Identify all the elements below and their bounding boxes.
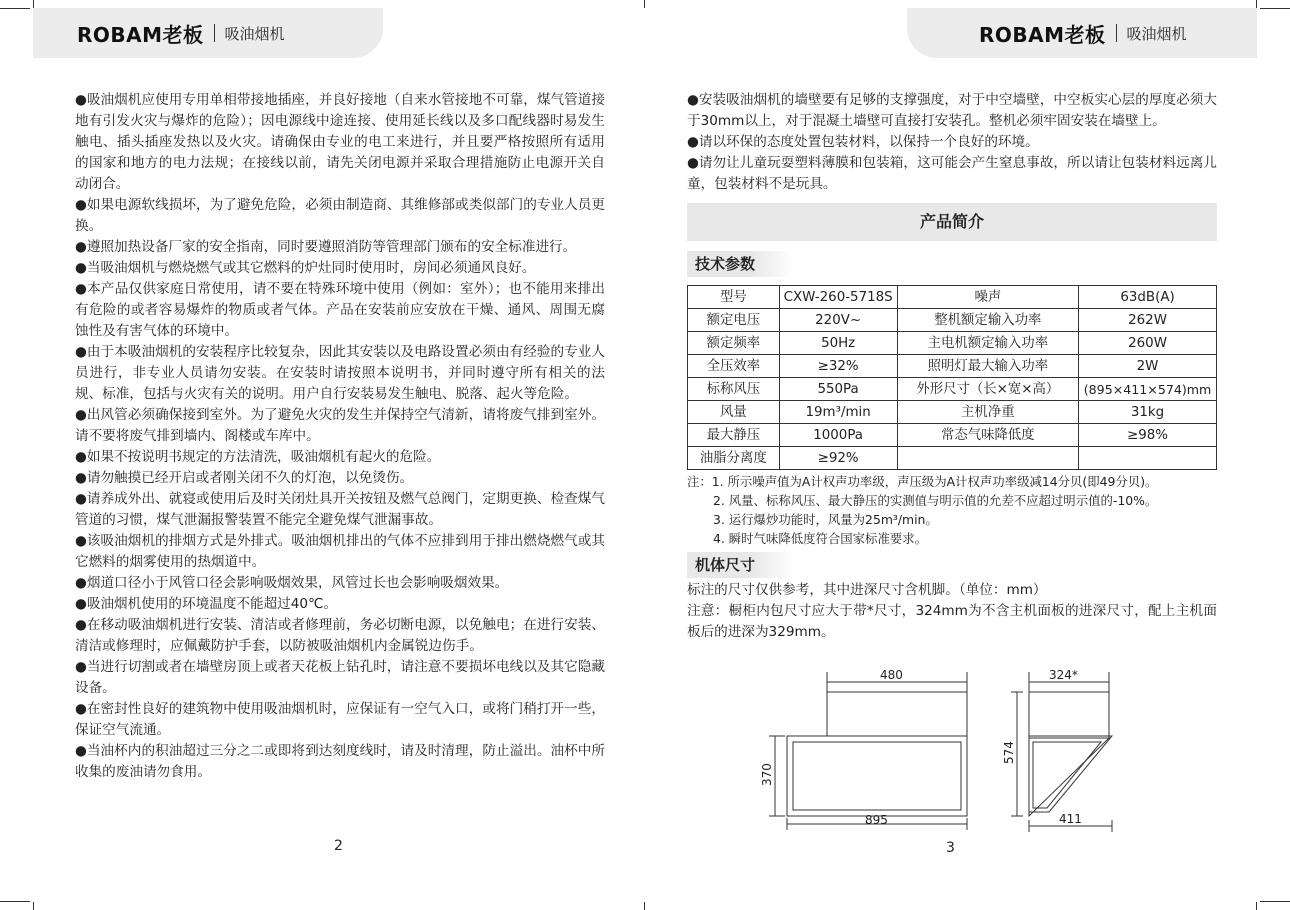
spec-value: 2W (1079, 355, 1217, 378)
table-row (688, 332, 1217, 355)
page-fold-mark (644, 902, 645, 910)
side-panel (1033, 742, 1101, 808)
table-row (688, 378, 1217, 401)
dimension-drawing-svg (687, 660, 1217, 840)
dim-side-height: 574 (1002, 741, 1016, 764)
spec-value: 63dB(A) (1079, 286, 1217, 309)
spec-label: 油脂分离度 (688, 447, 780, 470)
brand-logo: ROBAM老板 (979, 22, 1106, 47)
crop-mark (1260, 901, 1290, 902)
spec-value: 19m³/min (779, 401, 897, 424)
table-row (688, 424, 1217, 447)
spec-notes (687, 472, 1217, 548)
side-view-drawing (1011, 672, 1112, 832)
spec-value: ≥92% (779, 447, 897, 470)
spec-value (1079, 447, 1217, 470)
front-view-drawing (769, 672, 967, 830)
table-row (688, 401, 1217, 424)
spec-label: 整机额定输入功率 (897, 309, 1079, 332)
safety-paragraph: ●在移动吸油烟机进行安装、清洁或者修理前，务必切断电源，以免触电；在进行安装、清洁或修理时，应佩戴防护手套，以防被吸油烟机内金属锐边伤手。 (75, 617, 605, 654)
table-row (688, 355, 1217, 378)
page-fold-mark (644, 0, 645, 8)
crop-mark (33, 902, 34, 910)
brand (979, 19, 1187, 48)
install-paragraph: ●请以环保的态度处置包装材料，以保持一个良好的环境。 (687, 134, 1039, 150)
safety-paragraph: ●当进行切割或者在墙壁房顶上或者天花板上钻孔时，请注意不要损坏电线以及其它隐藏设备。 (75, 659, 605, 696)
spec-label: 型号 (688, 286, 780, 309)
safety-paragraph: ●当吸油烟机与燃烧燃气或其它燃料的炉灶同时使用时，房间必须通风良好。 (75, 260, 536, 276)
spec-value: 550Pa (779, 378, 897, 401)
spec-label: 标称风压 (688, 378, 780, 401)
spec-value: (895×411×574)mm (1079, 378, 1217, 401)
header-divider (1116, 24, 1117, 42)
spec-value: CXW-260-5718S (779, 286, 897, 309)
spec-label: 额定电压 (688, 309, 780, 332)
safety-paragraph: ●出风管必须确保接到室外。为了避免火灾的发生并保持空气清新，请将废气排到室外。请不要将废气排到墙内、阁楼或车库中。 (75, 407, 605, 444)
spec-note: 4. 瞬时气味降低度符合国家标准要求。 (713, 531, 928, 546)
crop-mark (0, 901, 30, 902)
spec-label: 常态气味降低度 (897, 424, 1079, 447)
safety-paragraph: ●由于本吸油烟机的安装程序比较复杂，因此其安装以及电路设置必须由有经验的专业人员进行，非专业人员请勿安装。在安装时请按照本说明书，并同时遵守所有相关的法规、标准，包括与火灾有关的说明。用户自行安装易发生触电、脱落、起火等危险。 (75, 344, 605, 402)
page-header-left (33, 8, 383, 58)
table-row (688, 309, 1217, 332)
safety-paragraph: ●吸油烟机应使用专用单相带接地插座，并良好接地（自来水管接地不可靠，煤气管道接地有引发火灾与爆炸的危险）；因电源线中途连接、使用延长线以及多口配线器时易发生触电、插头插座发热以及火灾。请确保由专业的电工来进行，并且要严格按照所有适用的国家和地方的电力法规；在接线以前，请先关闭电源并采取合理措施防止电源开关自动闭合。 (75, 92, 605, 192)
safety-paragraph: ●该吸油烟机的排烟方式是外排式。吸油烟机排出的气体不应排到用于排出燃烧燃气或其它燃料的烟雾使用的热烟道中。 (75, 533, 605, 570)
safety-paragraph: ●遵照加热设备厂家的安全指南，同时要遵照消防等管理部门颁布的安全标准进行。 (75, 239, 577, 255)
safety-paragraph: ●吸油烟机使用的环境温度不能超过40℃。 (75, 596, 337, 612)
safety-paragraph: ●当油杯内的积油超过三分之二或即将到达刻度线时，请及时清理，防止溢出。油杯中所收集的废油请勿食用。 (75, 743, 605, 780)
spec-label: 噪声 (897, 286, 1079, 309)
safety-paragraph: ●如果不按说明书规定的方法清洗，吸油烟机有起火的危险。 (75, 449, 441, 465)
spec-value: 260W (1079, 332, 1217, 355)
dims-note: 标注的尺寸仅供参考，其中进深尺寸含机脚。（单位：mm） (687, 582, 1047, 598)
header-divider (214, 24, 215, 42)
chimney-cover (827, 692, 967, 736)
product-name: 吸油烟机 (224, 24, 285, 43)
dim-bottom-width: 895 (865, 813, 888, 827)
page-number-left: 2 (334, 838, 343, 854)
hood-panel (793, 742, 961, 810)
section-title-bar: 产品简介 (687, 203, 1217, 241)
safety-paragraph: ●本产品仅供家庭日常使用，请不要在特殊环境中使用（例如：室外）；也不能用来排出有危险的或者容易爆炸的物质或者气体。产品在安装前应安放在干燥、通风、周围无腐蚀性及有害气体的环境中。 (75, 281, 605, 339)
spec-note: 3. 运行爆炒功能时，风量为25m³/min。 (713, 512, 938, 527)
dim-side-bottom: 411 (1059, 812, 1082, 826)
page-number-right: 3 (946, 840, 955, 856)
safety-paragraph: ●请勿触摸已经开启或者刚关闭不久的灯泡，以免烫伤。 (75, 470, 414, 486)
safety-paragraph: ●请养成外出、就寝或使用后及时关闭灶具开关按钮及燃气总阀门，定期更换、检查煤气管道的习惯，煤气泄漏报警装置不能完全避免煤气泄漏事故。 (75, 491, 605, 528)
dim-side-depth: 324* (1049, 668, 1078, 682)
product-name: 吸油烟机 (1126, 24, 1187, 43)
spec-value: 220V~ (779, 309, 897, 332)
hood-body (787, 736, 967, 816)
spec-label: 外形尺寸（长×宽×高） (897, 378, 1079, 401)
side-chimney (1029, 692, 1109, 738)
spec-heading: 技术参数 (687, 251, 795, 277)
page-header-right (907, 8, 1257, 58)
table-row (688, 286, 1217, 309)
spec-table (687, 285, 1217, 470)
spec-value: 50Hz (779, 332, 897, 355)
dimension-diagrams (687, 660, 1217, 840)
dim-front-height: 370 (760, 763, 774, 786)
spec-value: 262W (1079, 309, 1217, 332)
spec-value: 1000Pa (779, 424, 897, 447)
spec-label (897, 447, 1079, 470)
dims-heading: 机体尺寸 (687, 552, 795, 578)
spec-label: 最大静压 (688, 424, 780, 447)
install-paragraph: ●安装吸油烟机的墙壁要有足够的支撑强度，对于中空墙壁，中空板实心层的厚度必须大于30mm以上，对于混凝土墙壁可直接打安装孔。整机必须牢固安装在墙壁上。 (687, 92, 1217, 129)
crop-mark (33, 0, 34, 8)
crop-mark (0, 8, 30, 9)
right-page-body (687, 90, 1217, 643)
crop-mark (1256, 902, 1257, 910)
install-paragraph: ●请勿让儿童玩耍塑料薄膜和包装箱，这可能会产生窒息事故，所以请让包装材料远离儿童，包装材料不是玩具。 (687, 155, 1217, 192)
safety-paragraph: ●在密封性良好的建筑物中使用吸油烟机时，应保证有一空气入口，或将门稍打开一些，保证空气流通。 (75, 701, 605, 738)
brand (77, 19, 285, 48)
spec-label: 额定频率 (688, 332, 780, 355)
table-row (688, 447, 1217, 470)
side-body-outline (1029, 738, 1109, 816)
safety-paragraph: ●烟道口径小于风管口径会影响吸烟效果，风管过长也会影响吸烟效果。 (75, 575, 509, 591)
left-page-body (75, 90, 605, 783)
crop-mark (1260, 8, 1290, 9)
crop-mark (1256, 0, 1257, 8)
spec-value: ≥32% (779, 355, 897, 378)
spec-value: 31kg (1079, 401, 1217, 424)
safety-paragraph: ●如果电源软线损坏，为了避免危险，必须由制造商、其维修部或类似部门的专业人员更换。 (75, 197, 605, 234)
brand-logo: ROBAM老板 (77, 22, 204, 47)
spec-label: 主机净重 (897, 401, 1079, 424)
spec-note: 2. 风量、标称风压、最大静压的实测值与明示值的允差不应超过明示值的-10%。 (713, 493, 1158, 508)
spec-value: ≥98% (1079, 424, 1217, 447)
spec-label: 全压效率 (688, 355, 780, 378)
spec-label: 主电机额定输入功率 (897, 332, 1079, 355)
spec-note: 注：1. 所示噪声值为A计权声功率级，声压级为A计权声功率级减14分贝(即49分贝)。 (687, 474, 1158, 489)
spec-label: 照明灯最大输入功率 (897, 355, 1079, 378)
dim-top-width: 480 (880, 668, 903, 682)
dims-note: 注意：橱柜内包尺寸应大于带*尺寸，324mm为不含主机面板的进深尺寸，配上主机面板后的进深为329mm。 (687, 603, 1217, 640)
spec-label: 风量 (688, 401, 780, 424)
